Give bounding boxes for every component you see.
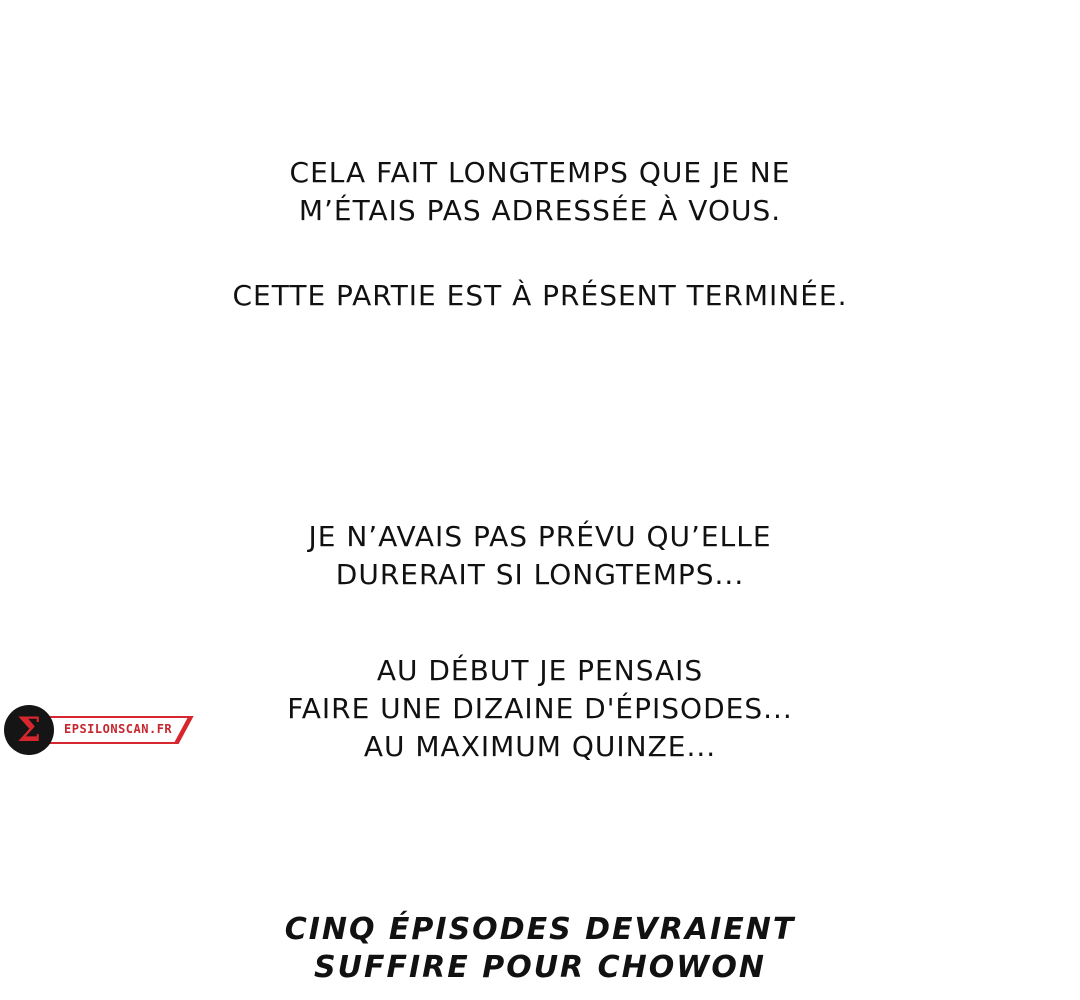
text-line: DURERAIT SI LONGTEMPS...	[335, 558, 745, 591]
text-line: M’ÉTAIS PAS ADRESSÉE À VOUS.	[298, 194, 782, 227]
text-line: SUFFIRE POUR CHOWON	[314, 950, 766, 985]
text-block-duration	[0, 518, 1080, 594]
watermark-banner	[32, 715, 194, 745]
text-block-bold-statement	[0, 911, 1080, 987]
text-line: FAIRE UNE DIZAINE D'ÉPISODES...	[287, 692, 793, 725]
epsilonscan-watermark	[4, 704, 194, 754]
text-line: CETTE PARTIE EST À PRÉSENT TERMINÉE.	[232, 279, 848, 312]
text-line: AU DÉBUT JE PENSAIS	[376, 654, 704, 687]
text-line: AU MAXIMUM QUINZE...	[363, 730, 717, 763]
sigma-logo-icon	[4, 705, 54, 755]
text-block-intro	[0, 154, 1080, 230]
text-block-ending	[0, 277, 1080, 315]
text-line: JE N’AVAIS PAS PRÉVU QU’ELLE	[308, 520, 772, 553]
sigma-glyph: Σ	[16, 710, 42, 750]
text-line: CELA FAIT LONGTEMPS QUE JE NE	[289, 156, 791, 189]
watermark-site-text: EPSILONSCAN.FR	[64, 722, 173, 736]
text-line: CINQ ÉPISODES DEVRAIENT	[284, 912, 796, 947]
